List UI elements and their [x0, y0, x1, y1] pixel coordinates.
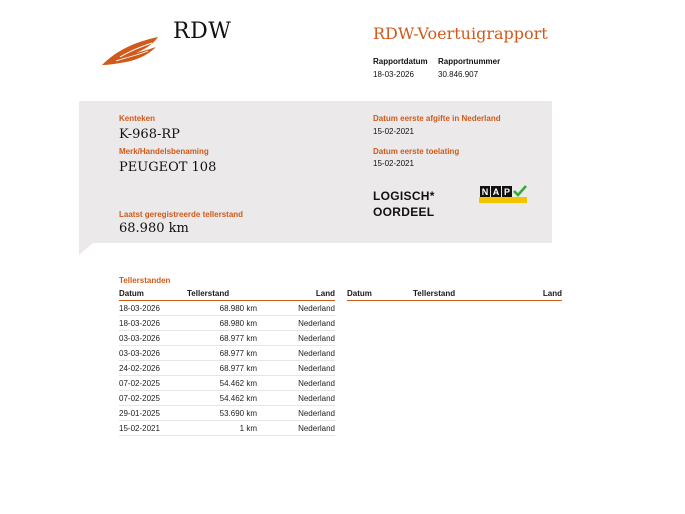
table-row [119, 391, 335, 406]
kenteken-value: K-968-RP [119, 127, 180, 142]
table-row [119, 406, 335, 421]
cell-land: Nederland [257, 361, 335, 376]
panel-notch [79, 243, 93, 255]
eerste-toelating-value: 15-02-2021 [373, 159, 414, 168]
table-row [119, 421, 335, 436]
teller-value: 68.980 km [119, 221, 189, 236]
table-row [119, 331, 335, 346]
logo-text: RDW [173, 19, 232, 44]
nap-check-icon [514, 186, 526, 195]
cell-datum: 03-03-2026 [119, 346, 187, 361]
cell-land: Nederland [257, 316, 335, 331]
cell-tellerstand: 1 km [187, 421, 257, 436]
cell-land: Nederland [257, 421, 335, 436]
rapportdatum-value: 18-03-2026 [373, 70, 414, 79]
oordeel-line2: OORDEEL [373, 205, 435, 219]
col-tellerstand: Tellerstand [413, 288, 483, 301]
cell-tellerstand: 68.980 km [187, 316, 257, 331]
col-datum: Datum [119, 288, 187, 301]
cell-tellerstand: 54.462 km [187, 376, 257, 391]
oordeel-line1: LOGISCH* [373, 189, 435, 203]
nap-letter-p: P [503, 187, 511, 197]
cell-tellerstand: 54.462 km [187, 391, 257, 406]
nap-letter-a: A [492, 187, 500, 197]
eerste-toelating-label: Datum eerste toelating [373, 147, 460, 156]
table-row [119, 301, 335, 316]
cell-land: Nederland [257, 346, 335, 361]
table-row [119, 316, 335, 331]
table-header-row [119, 288, 335, 301]
rapportnummer-label: Rapportnummer [438, 57, 501, 66]
table-row [119, 361, 335, 376]
cell-datum: 18-03-2026 [119, 316, 187, 331]
rdw-logo-icon [100, 33, 164, 67]
cell-datum: 29-01-2025 [119, 406, 187, 421]
cell-land: Nederland [257, 331, 335, 346]
eerste-afgifte-label: Datum eerste afgifte in Nederland [373, 114, 501, 123]
table-row [119, 376, 335, 391]
rapportdatum-label: Rapportdatum [373, 57, 428, 66]
cell-tellerstand: 68.977 km [187, 361, 257, 376]
kenteken-label: Kenteken [119, 114, 156, 123]
tellerstanden-title: Tellerstanden [119, 276, 171, 285]
cell-tellerstand: 68.977 km [187, 331, 257, 346]
cell-datum: 07-02-2025 [119, 391, 187, 406]
tellerstanden-table-right [347, 288, 562, 301]
tellerstanden-table-left [119, 288, 335, 436]
nap-letter-n: N [481, 187, 489, 197]
teller-label: Laatst geregistreerde tellerstand [119, 210, 244, 219]
merk-value: PEUGEOT 108 [119, 160, 217, 175]
cell-datum: 03-03-2026 [119, 331, 187, 346]
cell-datum: 18-03-2026 [119, 301, 187, 316]
nap-logo-icon [479, 185, 527, 203]
cell-land: Nederland [257, 376, 335, 391]
cell-land: Nederland [257, 391, 335, 406]
tellerstanden-rows [119, 301, 335, 436]
col-datum: Datum [347, 288, 413, 301]
cell-tellerstand: 53.690 km [187, 406, 257, 421]
table-header-row [347, 288, 562, 301]
col-land: Land [483, 288, 562, 301]
merk-label: Merk/Handelsbenaming [119, 147, 209, 156]
cell-datum: 24-02-2026 [119, 361, 187, 376]
rapportnummer-value: 30.846.907 [438, 70, 479, 79]
report-title: RDW-Voertuigrapport [373, 24, 548, 43]
col-tellerstand: Tellerstand [187, 288, 257, 301]
table-row [119, 346, 335, 361]
cell-tellerstand: 68.980 km [187, 301, 257, 316]
cell-datum: 15-02-2021 [119, 421, 187, 436]
cell-datum: 07-02-2025 [119, 376, 187, 391]
cell-land: Nederland [257, 301, 335, 316]
eerste-afgifte-value: 15-02-2021 [373, 127, 414, 136]
oordeel-text [373, 188, 435, 220]
cell-land: Nederland [257, 406, 335, 421]
cell-tellerstand: 68.977 km [187, 346, 257, 361]
col-land: Land [257, 288, 335, 301]
